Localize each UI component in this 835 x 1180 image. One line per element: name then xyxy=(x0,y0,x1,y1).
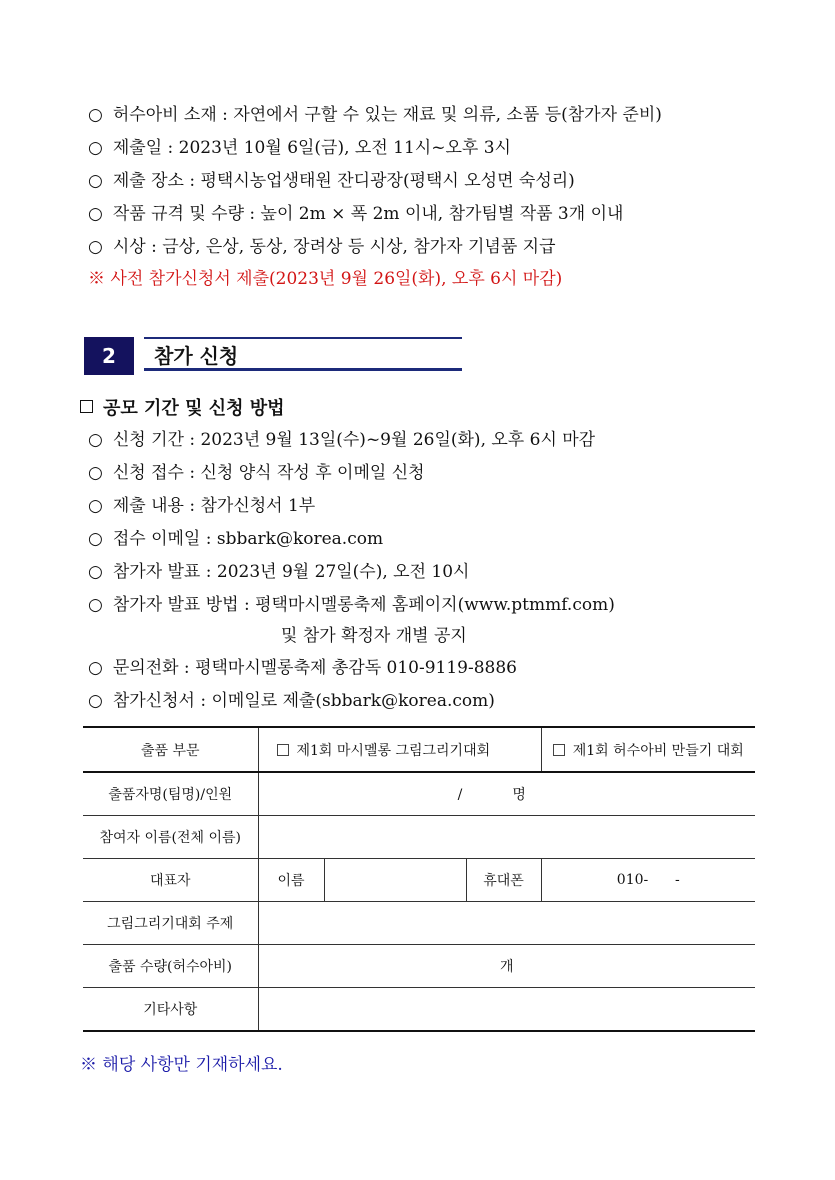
team-unit: 명 xyxy=(512,787,526,803)
team-label: 출품자명(팀명)/인원 xyxy=(83,772,258,816)
circle-bullet-icon: ○ xyxy=(88,658,103,678)
form-row-category xyxy=(83,727,755,772)
participants-field[interactable] xyxy=(258,816,755,859)
theme-field[interactable] xyxy=(258,902,755,945)
circle-bullet-icon: ○ xyxy=(88,171,103,191)
form-row-other xyxy=(83,988,755,1032)
top-item-5: ○ 시상 : 금상, 은상, 동상, 장려상 등 시상, 참가자 기념품 지급 xyxy=(88,237,556,257)
other-field[interactable] xyxy=(258,988,755,1032)
circle-bullet-icon: ○ xyxy=(88,463,103,483)
phone-label: 휴대폰 xyxy=(466,859,541,902)
circle-bullet-icon: ○ xyxy=(88,237,103,257)
apply-item-6-continuation: 및 참가 확정자 개별 공지 xyxy=(281,626,467,646)
apply-item-5: ○ 참가자 발표 : 2023년 9월 27일(수), 오전 10시 xyxy=(88,562,470,582)
apply-item-6: ○ 참가자 발표 방법 : 평택마시멜롱축제 홈페이지(www.ptmmf.com) xyxy=(88,595,615,615)
option-drawing-contest[interactable]: 제1회 마시멜롱 그림그리기대회 xyxy=(258,727,541,772)
top-item-2: ○ 제출일 : 2023년 10월 6일(금), 오전 11시~오후 3시 xyxy=(88,138,511,158)
apply-item-4: ○ 접수 이메일 : sbbark@korea.com xyxy=(88,529,384,549)
apply-item-2: ○ 신청 접수 : 신청 양식 작성 후 이메일 신청 xyxy=(88,463,425,483)
participants-label: 참여자 이름(전체 이름) xyxy=(83,816,258,859)
circle-bullet-icon: ○ xyxy=(88,691,103,711)
form-row-team xyxy=(83,772,755,816)
circle-bullet-icon: ○ xyxy=(88,529,103,549)
option-scarecrow-contest[interactable]: 제1회 허수아비 만들기 대회 xyxy=(541,727,755,772)
circle-bullet-icon: ○ xyxy=(88,430,103,450)
apply-item-1: ○ 신청 기간 : 2023년 9월 13일(수)~9월 26일(화), 오후 6시 마감 xyxy=(88,430,596,450)
circle-bullet-icon: ○ xyxy=(88,496,103,516)
application-form xyxy=(83,726,755,1032)
other-label: 기타사항 xyxy=(83,988,258,1032)
form-row-quantity xyxy=(83,945,755,988)
section-number: 2 xyxy=(84,337,134,375)
circle-bullet-icon: ○ xyxy=(88,562,103,582)
circle-bullet-icon: ○ xyxy=(88,105,103,125)
name-label: 이름 xyxy=(258,859,324,902)
circle-bullet-icon: ○ xyxy=(88,595,103,615)
form-row-representative xyxy=(83,859,755,902)
subheading: 공모 기간 및 신청 방법 xyxy=(80,394,285,420)
checkbox-icon[interactable] xyxy=(277,744,289,756)
phone-field[interactable]: 010- - xyxy=(541,859,755,902)
team-slash: / xyxy=(457,787,463,803)
form-row-participants xyxy=(83,816,755,859)
quantity-field[interactable]: 개 xyxy=(258,945,755,988)
name-field[interactable] xyxy=(324,859,466,902)
apply-item-7: ○ 문의전화 : 평택마시멜롱축제 총감독 010-9119-8886 xyxy=(88,658,517,678)
theme-label: 그림그리기대회 주제 xyxy=(83,902,258,945)
team-field[interactable] xyxy=(258,772,755,816)
quantity-label: 출품 수량(허수아비) xyxy=(83,945,258,988)
section-title: 참가 신청 xyxy=(144,337,462,371)
deadline-note: ※ 사전 참가신청서 제출(2023년 9월 26일(화), 오후 6시 마감) xyxy=(88,269,563,289)
form-row-theme xyxy=(83,902,755,945)
top-item-3: ○ 제출 장소 : 평택시농업생태원 잔디광장(평택시 오성면 숙성리) xyxy=(88,171,575,191)
circle-bullet-icon: ○ xyxy=(88,204,103,224)
bottom-note: ※ 해당 사항만 기재하세요. xyxy=(80,1055,283,1075)
apply-item-8: ○ 참가신청서 : 이메일로 제출(sbbark@korea.com) xyxy=(88,691,495,711)
category-label: 출품 부문 xyxy=(83,727,258,772)
top-item-4: ○ 작품 규격 및 수량 : 높이 2m × 폭 2m 이내, 참가팀별 작품 3개 이내 xyxy=(88,204,624,224)
checkbox-icon[interactable] xyxy=(553,744,565,756)
apply-item-3: ○ 제출 내용 : 참가신청서 1부 xyxy=(88,496,316,516)
circle-bullet-icon: ○ xyxy=(88,138,103,158)
square-bullet-icon xyxy=(80,400,93,413)
representative-label: 대표자 xyxy=(83,859,258,902)
section-header xyxy=(84,337,462,375)
top-item-1: ○ 허수아비 소재 : 자연에서 구할 수 있는 재료 및 의류, 소품 등(참가자 준비) xyxy=(88,105,662,125)
